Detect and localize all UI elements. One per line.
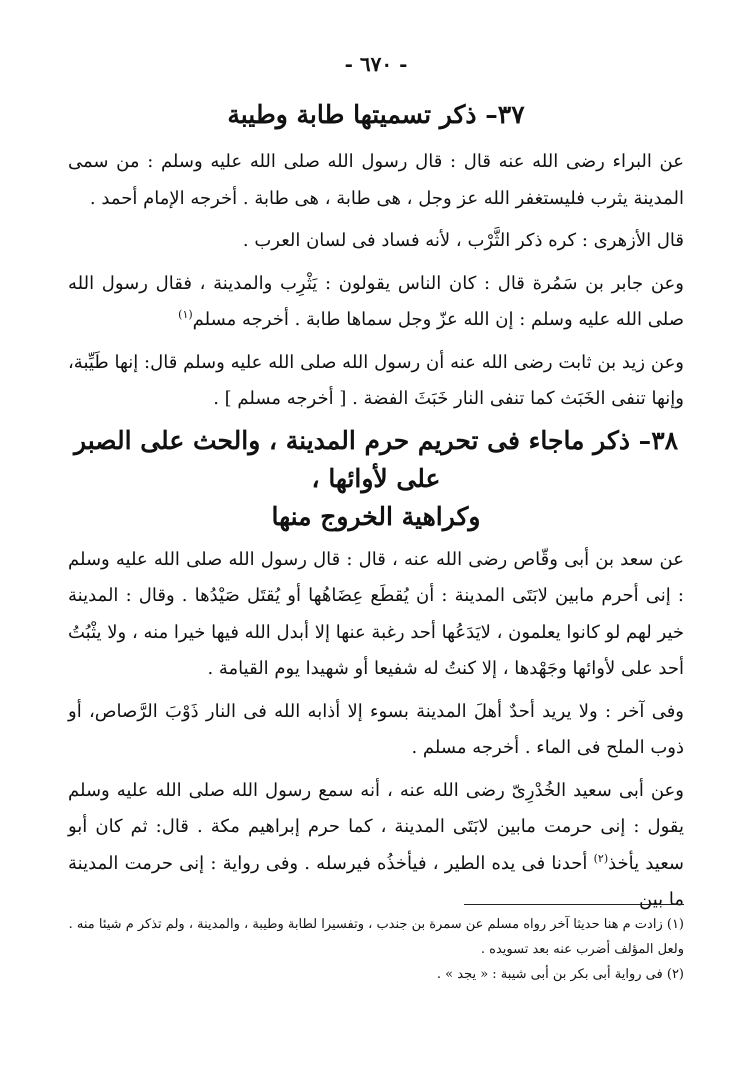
- footnotes-section: [68, 912, 684, 987]
- paragraph-zaid-hadith: وعن زيد بن ثابت رضى الله عنه أن رسول الله صلى الله عليه وسلم قال: إنها طَيِّبة، وإنها تنفى الخَبَث كما تنفى النار خَبَثَ الفضة . [ أخرجه مسلم ] .: [68, 351, 684, 409]
- footnote-1: (١) زادت م هنا حديثا آخر رواه مسلم عن سمرة بن جندب ، وتفسيرا لطابة وطيبة ، والمدينة ، ولم تذكر م شيئا منه . ولعل المؤلف أضرب عنه بعد تسويده .: [68, 917, 684, 957]
- section-38-heading-line-2: وكراهية الخروج منها: [271, 501, 481, 531]
- paragraph-abu-said-hadith: [68, 773, 684, 919]
- section-37-heading: ٣٧– ذكر تسميتها طابة وطيبة: [227, 100, 525, 129]
- footnote-ref-1[interactable]: (١): [178, 308, 193, 321]
- paragraph-azhari-note: قال الأزهرى : كره ذكر الثَّرْب ، لأنه فساد فى لسان العرب .: [242, 230, 684, 251]
- section-38-heading-line-1: ٣٨– ذكر ماجاء فى تحريم حرم المدينة ، والحث على الصبر على لأوائها ،: [73, 425, 679, 493]
- jabir-hadith-text: وعن جابر بن سَمُرة قال : كان الناس يقولون : يَثْرِب والمدينة ، فقال رسول الله صلى الله عليه وسلم : إن الله عزّ وجل سماها طابة . أخرجه مسلم: [68, 272, 684, 330]
- section-38-heading: [68, 422, 684, 536]
- abu-said-text-2: أحدنا فى يده الطير ، فيأخذُه فيرسله . وفى رواية : إنى حرمت المدينة ما بين: [68, 852, 684, 910]
- footnote-divider: [464, 904, 684, 905]
- page-number: - ٦٧٠ -: [344, 52, 408, 76]
- footnote-ref-2[interactable]: (٢): [593, 851, 609, 865]
- abu-said-text-1: وعن أبى سعيد الخُدْرِىّ رضى الله عنه ، أنه سمع رسول الله صلى الله عليه وسلم يقول : إنى حرمت مابين لابَتَى المدينة ، كما حرم إبراهيم مكة . قال: ثم كان أبو سعيد يأخذ: [68, 779, 685, 874]
- paragraph-saad-hadith: عن سعد بن أبى وقّاص رضى الله عنه ، قال : قال رسول الله صلى الله عليه وسلم : إنى أحرم مابين لابَتَى المدينة : أن يُقطَع عِضَاهُها أو يُقتَل صَيْدُها . وقال : المدينة خير لهم لو كانوا يعلمون ، لايَدَعُها أحد رغبة عنها إلا أبدل الله فيها خيرا منه ، ولا يثْبُتُ أحد على لأوائها وجَهْدها ، إلا كنتُ له شفيعا أو شهيدا يوم القيامة .: [68, 548, 684, 679]
- paragraph-jabir-hadith: [68, 266, 684, 339]
- paragraph-other-narration: وفى آخر : ولا يريد أحدٌ أهلَ المدينة بسوء إلا أذابه الله فى النار ذَوْبَ الرَّصاص، أو ذوب الملح فى الماء . أخرجه مسلم .: [68, 700, 684, 758]
- footnote-2: (٢) فى رواية أبى بكر بن أبى شيبة : « يجد » .: [436, 967, 684, 982]
- paragraph-bara-hadith: عن البراء رضى الله عنه قال : قال رسول الله صلى الله عليه وسلم : من سمى المدينة يثرب فليستغفر الله عز وجل ، هى طابة ، هى طابة . أخرجه الإمام أحمد .: [68, 151, 684, 209]
